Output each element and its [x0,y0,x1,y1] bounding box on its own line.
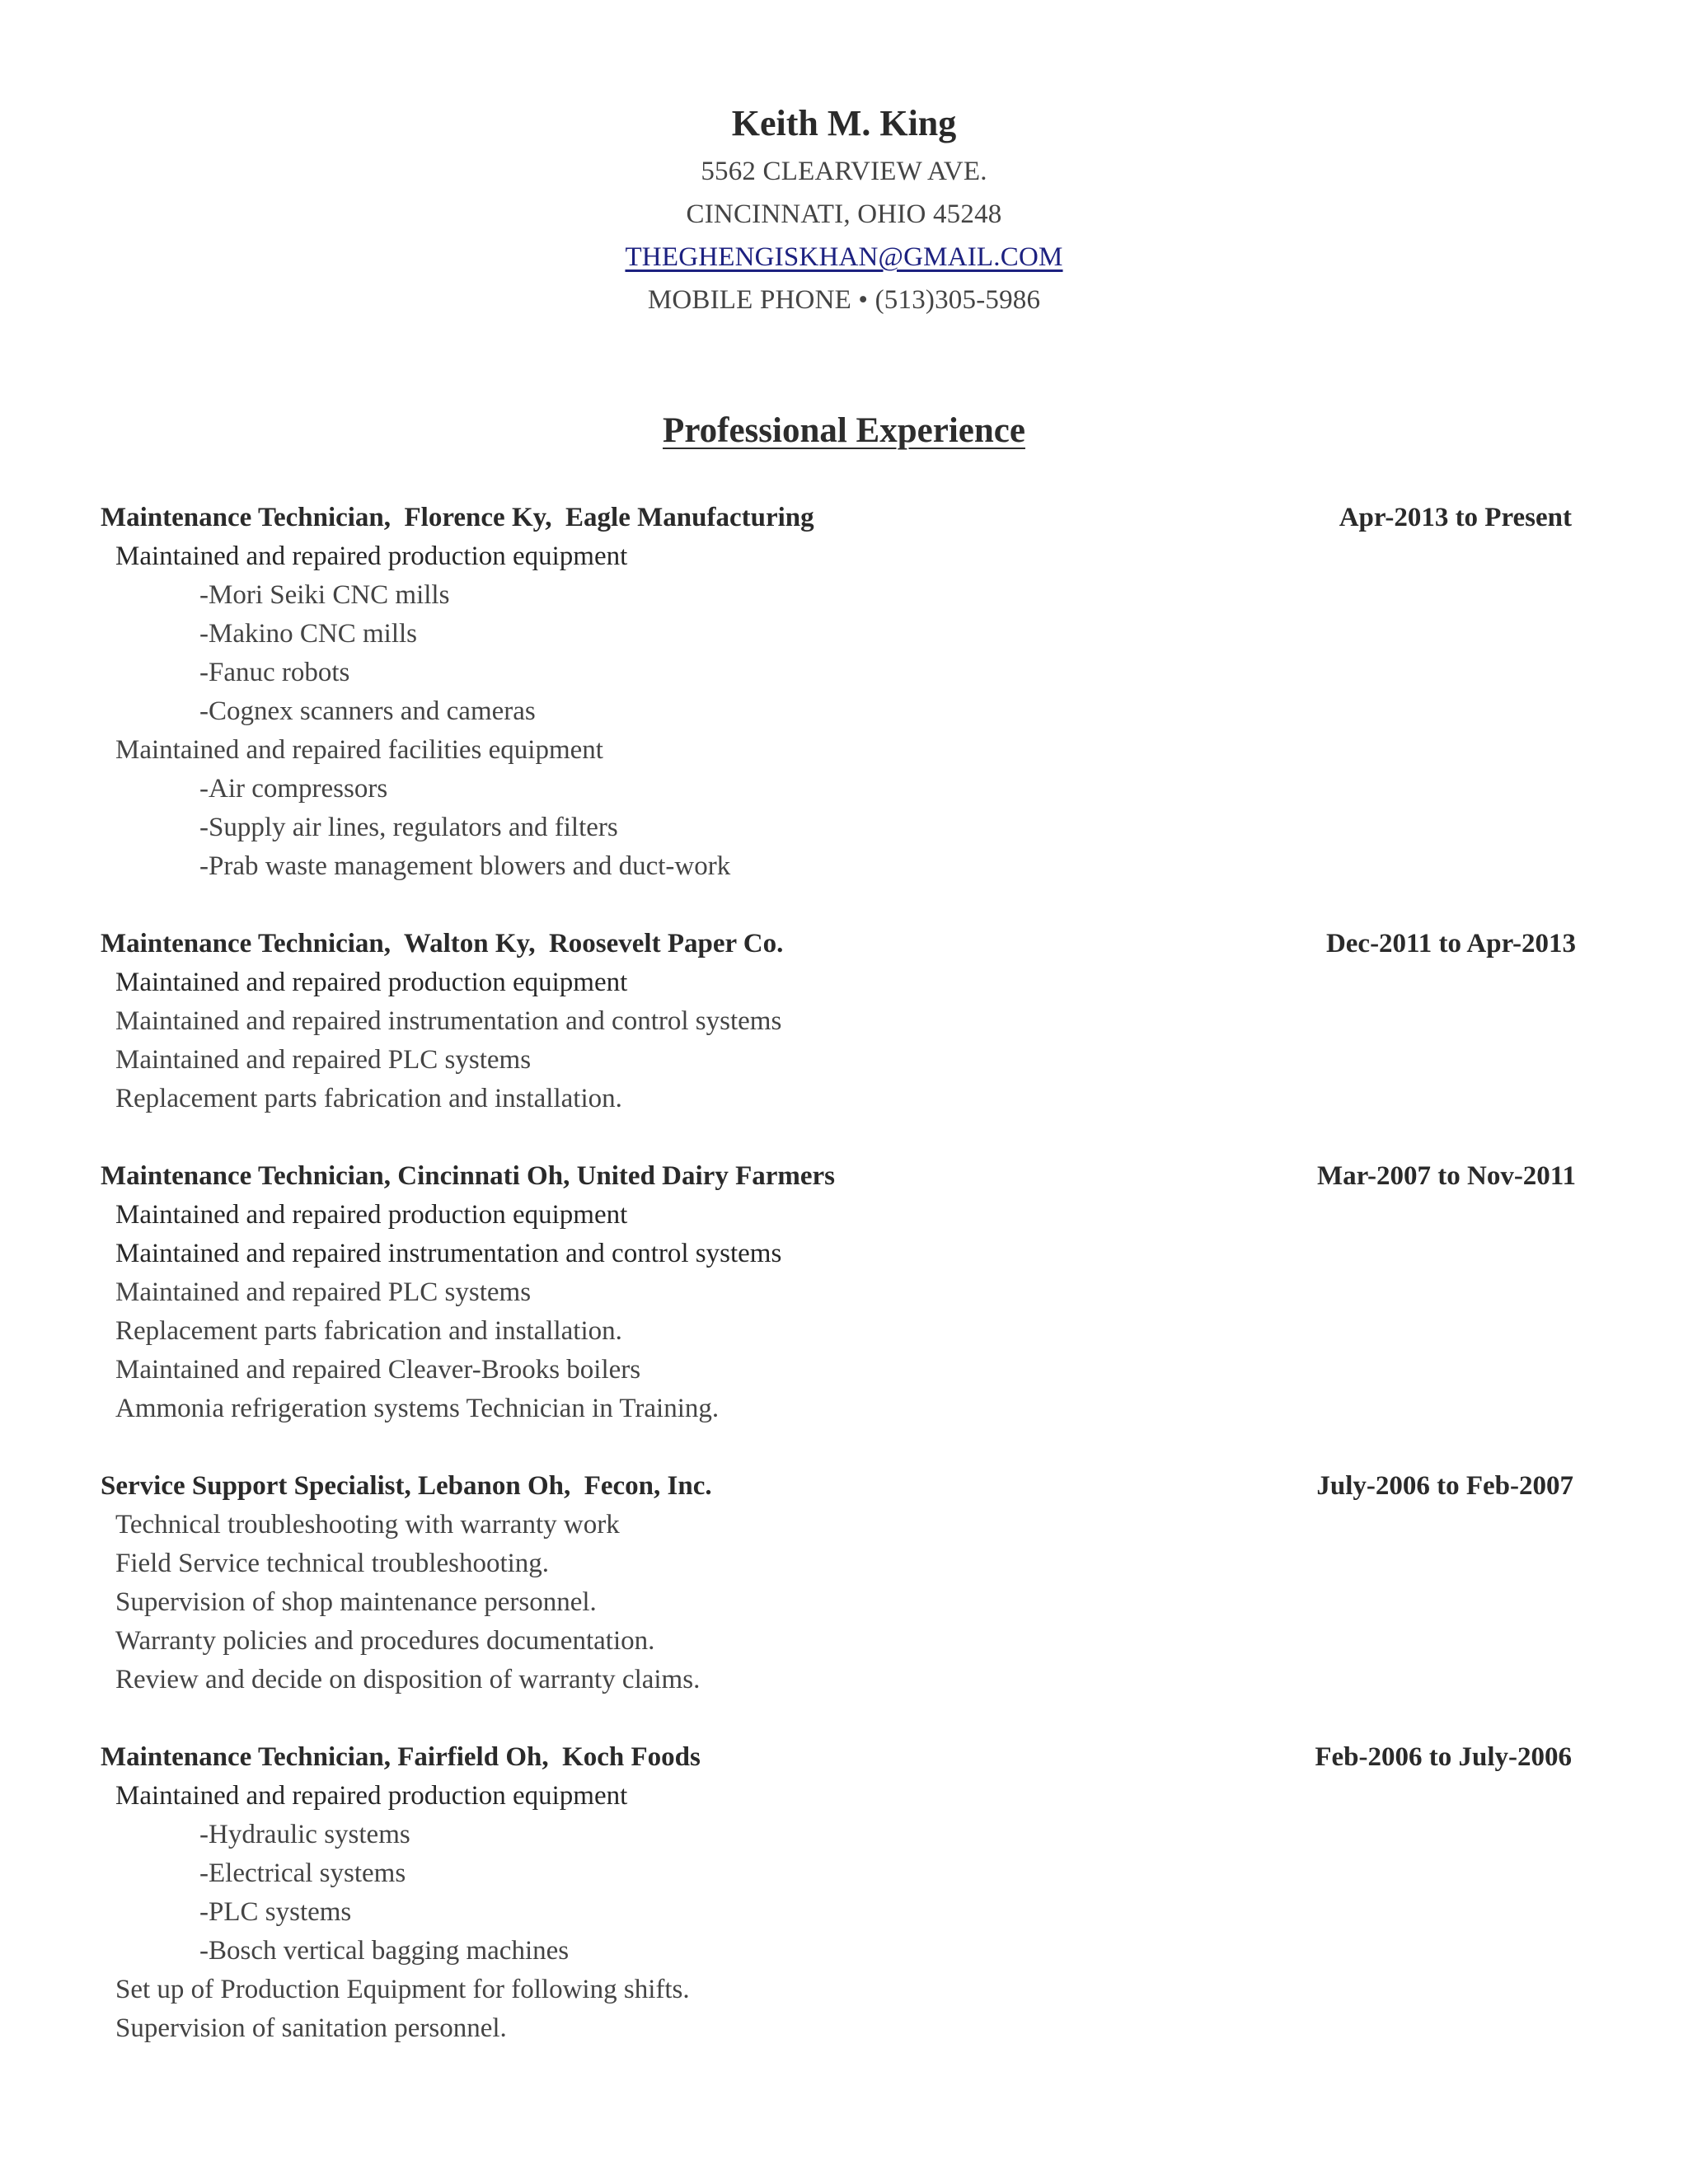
address-line-2: CINCINNATI, OHIO 45248 [686,199,1002,229]
resume-header [0,97,1688,321]
job-duty-subitem: -Electrical systems [199,1858,406,1888]
job-duty: Replacement parts fabrication and installation. [115,1316,622,1346]
job-duty: Replacement parts fabrication and installation. [115,1084,622,1113]
address-line-1: 5562 CLEARVIEW AVE. [701,157,987,186]
job-title: Maintenance Technician, Walton Ky, Roosevelt Paper Co. [101,929,784,958]
section-title-professional-experience: Professional Experience [663,411,1025,450]
job-title: Maintenance Technician, Florence Ky, Eagle Manufacturing [101,503,814,532]
job-entry [101,499,1576,886]
job-entry [101,925,1576,1118]
job-duty: Field Service technical troubleshooting. [115,1549,550,1578]
phone-number: MOBILE PHONE • (513)305-5986 [647,285,1041,315]
job-title: Maintenance Technician, Cincinnati Oh, United Dairy Farmers [101,1161,835,1191]
job-duty: Technical troubleshooting with warranty work [115,1510,620,1540]
job-duty: Maintained and repaired Cleaver-Brooks boilers [115,1355,641,1385]
job-dates: Dec-2011 to Apr-2013 [1325,929,1576,958]
job-duty-subitem: -Cognex scanners and cameras [199,696,536,726]
job-duty: Supervision of shop maintenance personnel. [115,1587,597,1617]
job-header [101,1157,1576,1196]
job-duty: Supervision of sanitation personnel. [115,2013,507,2043]
job-duty-subitem: -Bosch vertical bagging machines [199,1936,570,1966]
job-header [101,1738,1576,1777]
job-duty-subitem: -Hydraulic systems [199,1820,410,1849]
job-entry [101,1157,1576,1428]
job-duty-subitem: -Supply air lines, regulators and filters [199,813,618,842]
job-duty-subitem: -Mori Seiki CNC mills [199,580,450,610]
job-duty-subitem: -PLC systems [199,1897,352,1927]
job-duty: Maintained and repaired facilities equipment [115,735,603,765]
job-header [101,1467,1576,1506]
job-title: Service Support Specialist, Lebanon Oh, Fecon, Inc. [101,1471,712,1501]
job-duty-subitem: -Fanuc robots [199,658,350,687]
job-header [101,925,1576,963]
job-duty-subitem: -Makino CNC mills [199,619,418,649]
job-title: Maintenance Technician, Fairfield Oh, Koch Foods [101,1742,701,1772]
job-entry [101,1467,1576,1699]
job-duty: Maintained and repaired production equipment [115,1200,628,1230]
job-duty: Maintained and repaired PLC systems [115,1277,532,1307]
job-duty: Maintained and repaired instrumentation and control systems [115,1239,782,1268]
job-duty: Maintained and repaired instrumentation and control systems [115,1006,782,1036]
job-duty: Maintained and repaired production equipment [115,541,628,571]
job-duty: Set up of Production Equipment for following shifts. [115,1975,690,2004]
job-header [101,499,1576,537]
job-duty: Warranty policies and procedures documentation. [115,1626,655,1656]
job-duty: Maintained and repaired production equipment [115,1781,628,1811]
job-duty-subitem: -Prab waste management blowers and duct-work [199,851,731,881]
job-dates: Mar-2007 to Nov-2011 [1316,1161,1576,1191]
job-duty: Ammonia refrigeration systems Technician in Training. [115,1394,720,1423]
job-dates: Feb-2006 to July-2006 [1315,1742,1572,1772]
email-link[interactable]: THEGHENGISKHAN@GMAIL.COM [625,242,1063,272]
job-dates: Apr-2013 to Present [1339,503,1572,532]
job-duty: Review and decide on disposition of warranty claims. [115,1665,701,1694]
job-duty: Maintained and repaired production equipment [115,968,628,997]
job-entry [101,1738,1576,2048]
job-duty: Maintained and repaired PLC systems [115,1045,532,1075]
candidate-name: Keith M. King [731,103,957,143]
job-duty-subitem: -Air compressors [199,774,388,804]
job-dates: July-2006 to Feb-2007 [1316,1471,1573,1501]
